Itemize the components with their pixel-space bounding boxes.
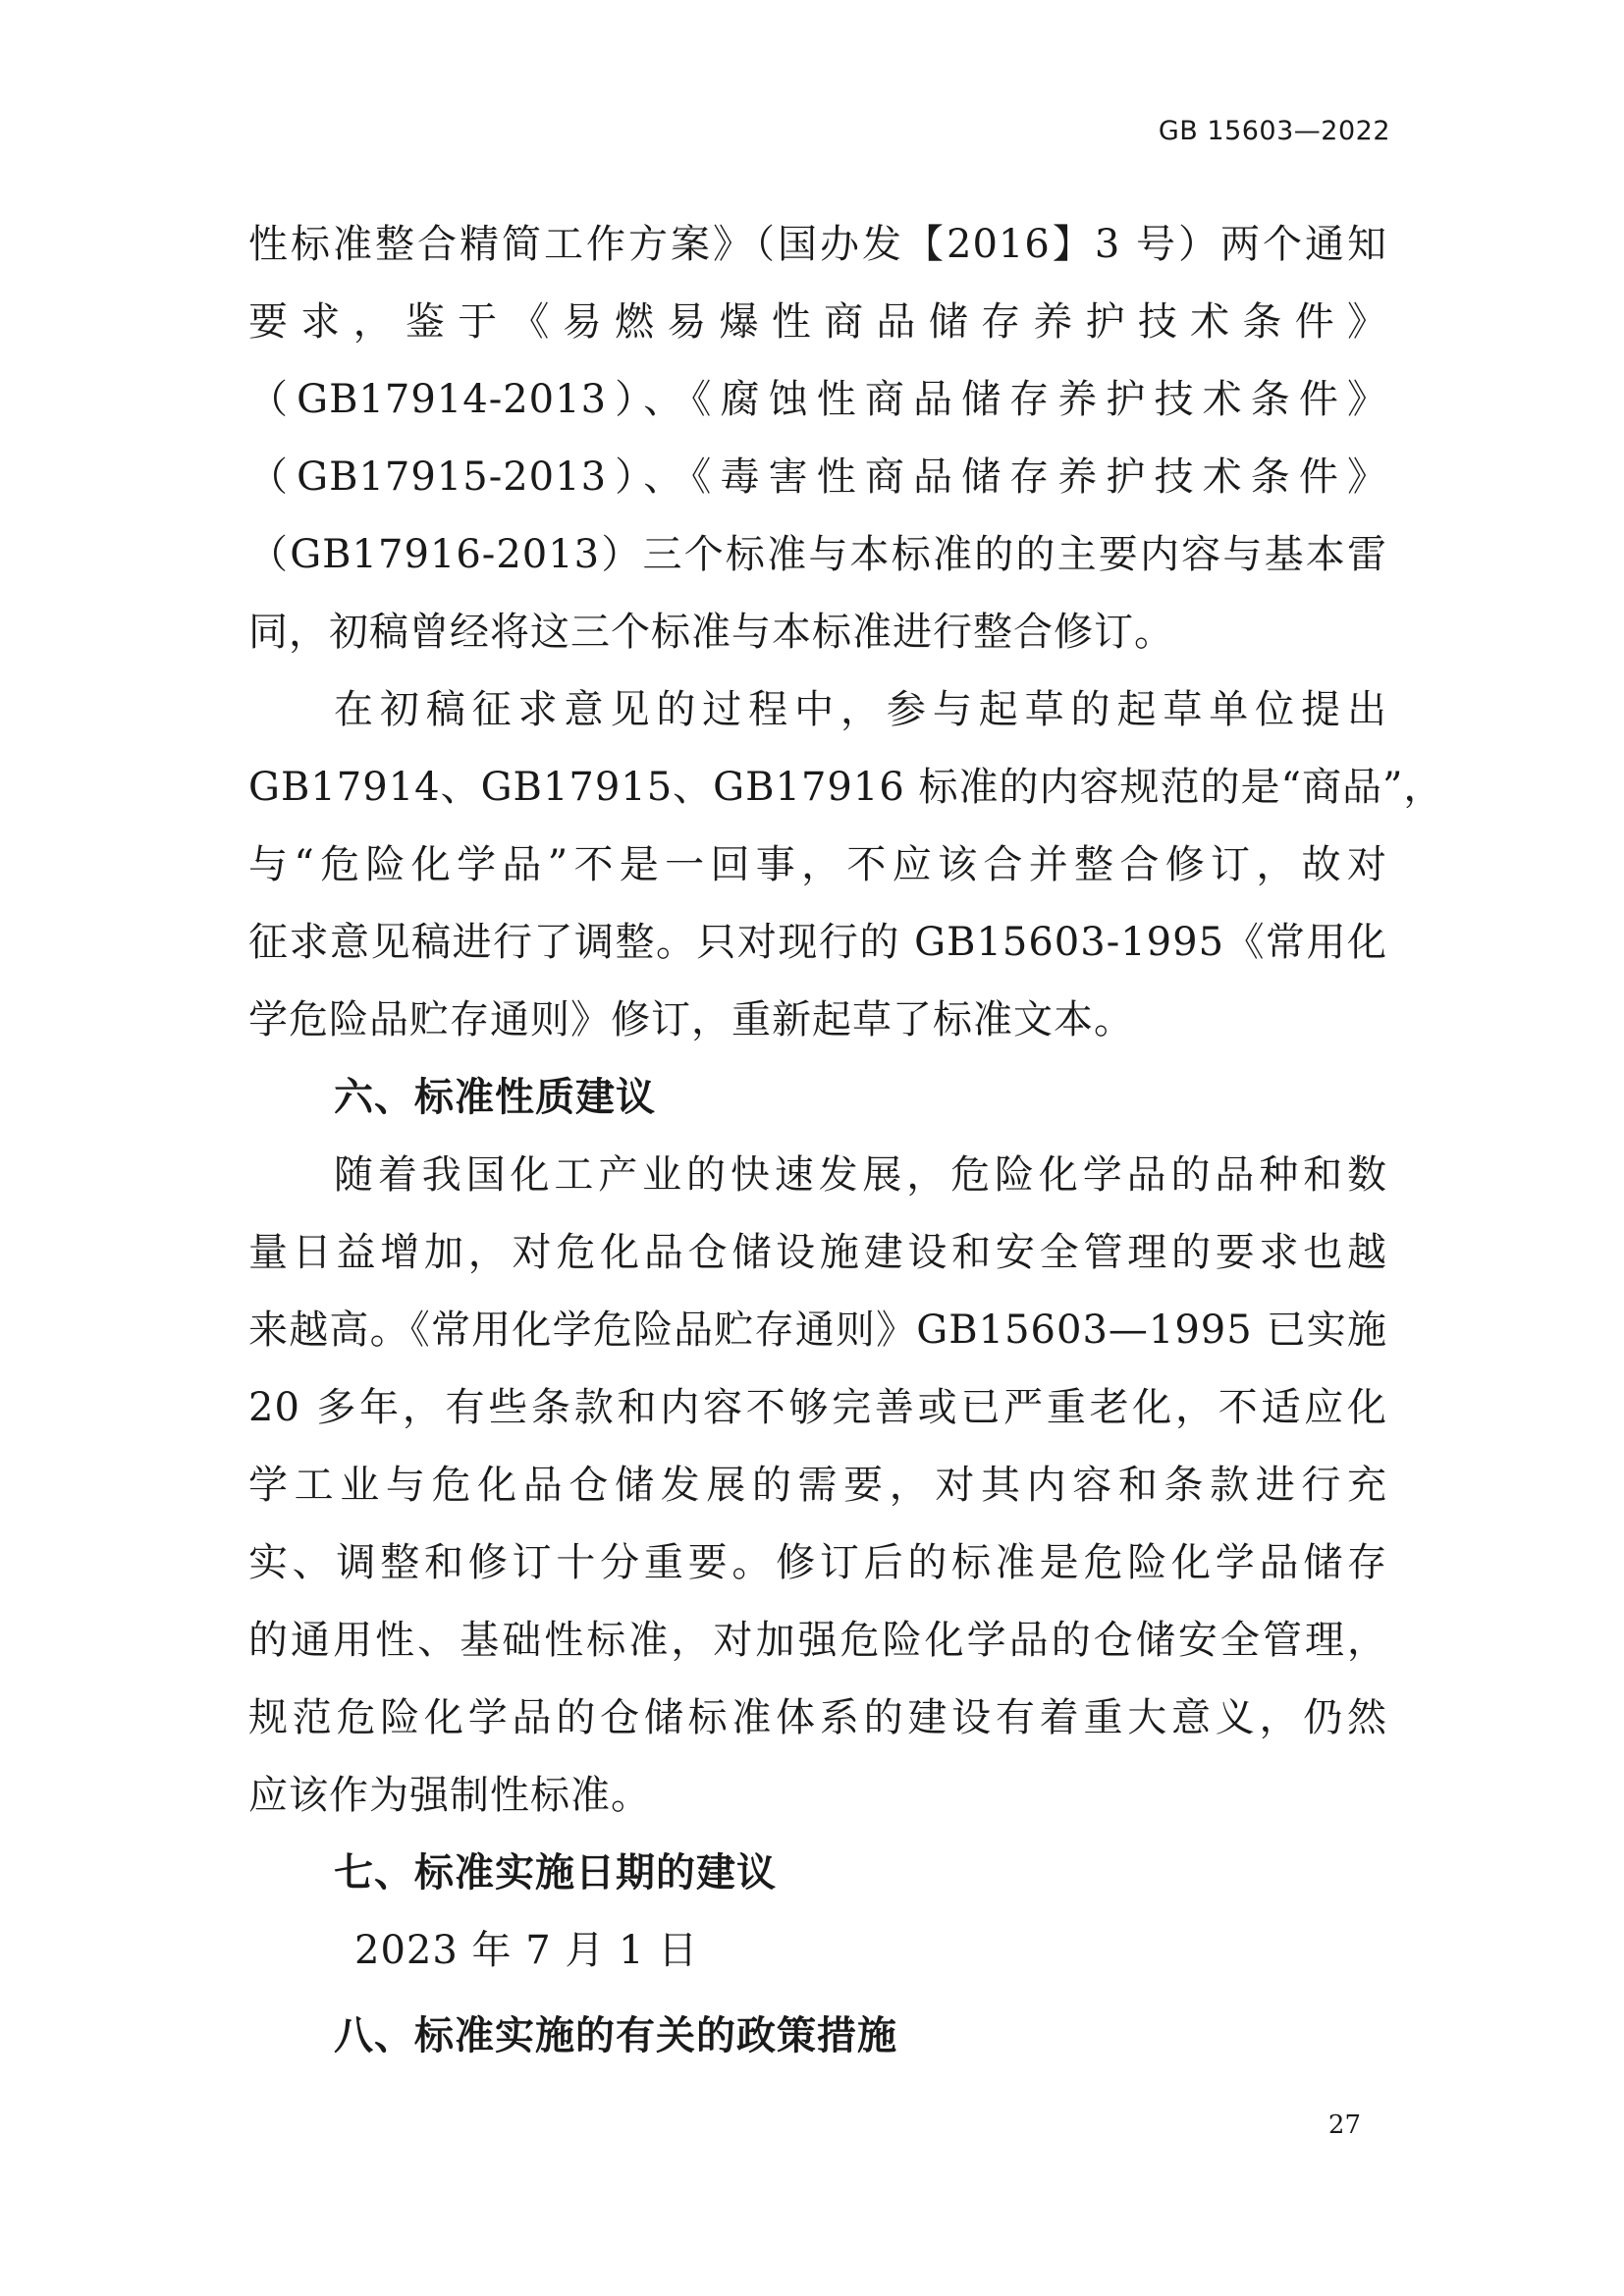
page-number: 27 (1327, 2110, 1361, 2140)
text-line: 量日益增加，对危化品仓储设施建设和安全管理的要求也越 (248, 1230, 1387, 1275)
text-line: 的通用性、基础性标准，对加强危险化学品的仓储安全管理， (248, 1618, 1387, 1663)
text-line: 同，初稿曾经将这三个标准与本标准进行整合修订。 (248, 610, 1174, 655)
text-line: GB17914、GB17915、GB17916 标准的内容规范的是“商品”， (248, 765, 1444, 810)
text-line: （GB17914-2013）、《腐蚀性商品储存养护技术条件》 (248, 377, 1387, 422)
standard-code-header: GB 15603—2022 (1158, 116, 1390, 146)
text-line: 随着我国化工产业的快速发展，危险化学品的品种和数 (334, 1152, 1387, 1198)
text-line: 来越高。《常用化学危险品贮存通则》GB15603—1995 已实施 (248, 1308, 1387, 1353)
text-line: 学工业与危化品仓储发展的需要，对其内容和条款进行充 (248, 1463, 1387, 1508)
text-line: 学危险品贮存通则》修订，重新起草了标准文本。 (248, 997, 1134, 1042)
section-heading-8: 八、标准实施的有关的政策措施 (334, 2013, 897, 2058)
text-line: 性标准整合精简工作方案》（国办发【2016】3 号）两个通知 (248, 222, 1387, 267)
text-line: 应该作为强制性标准。 (248, 1773, 651, 1818)
section-heading-6: 六、标准性质建议 (334, 1075, 656, 1120)
paragraph-standard-nature (248, 1137, 1387, 1835)
paragraph-draft-adjustment (248, 671, 1444, 1059)
section-heading-7: 七、标准实施日期的建议 (334, 1850, 777, 1896)
text-line: 在初稿征求意见的过程中，参与起草的起草单位提出 (334, 687, 1387, 732)
text-line: 实、调整和修订十分重要。修订后的标准是危险化学品储存 (248, 1540, 1387, 1585)
text-line: （GB17916-2013）三个标准与本标准的的主要内容与基本雷 (248, 532, 1387, 577)
body-text (248, 206, 1444, 2075)
text-line: 20 多年，有些条款和内容不够完善或已严重老化，不适应化 (248, 1385, 1387, 1430)
text-line: （GB17915-2013）、《毒害性商品储存养护技术条件》 (248, 454, 1387, 500)
text-line: 规范危险化学品的仓储标准体系的建设有着重大意义，仍然 (248, 1695, 1387, 1740)
implementation-date: 2023 年 7 月 1 日 (354, 1928, 699, 1973)
text-line: 征求意见稿进行了调整。只对现行的 GB15603-1995《常用化 (248, 920, 1387, 965)
paragraph-standards-merge (248, 206, 1387, 671)
text-line: 与“危险化学品”不是一回事，不应该合并整合修订，故对 (248, 842, 1387, 887)
text-line: 要求，鉴于《易燃易爆性商品储存养护技术条件》 (248, 299, 1387, 345)
